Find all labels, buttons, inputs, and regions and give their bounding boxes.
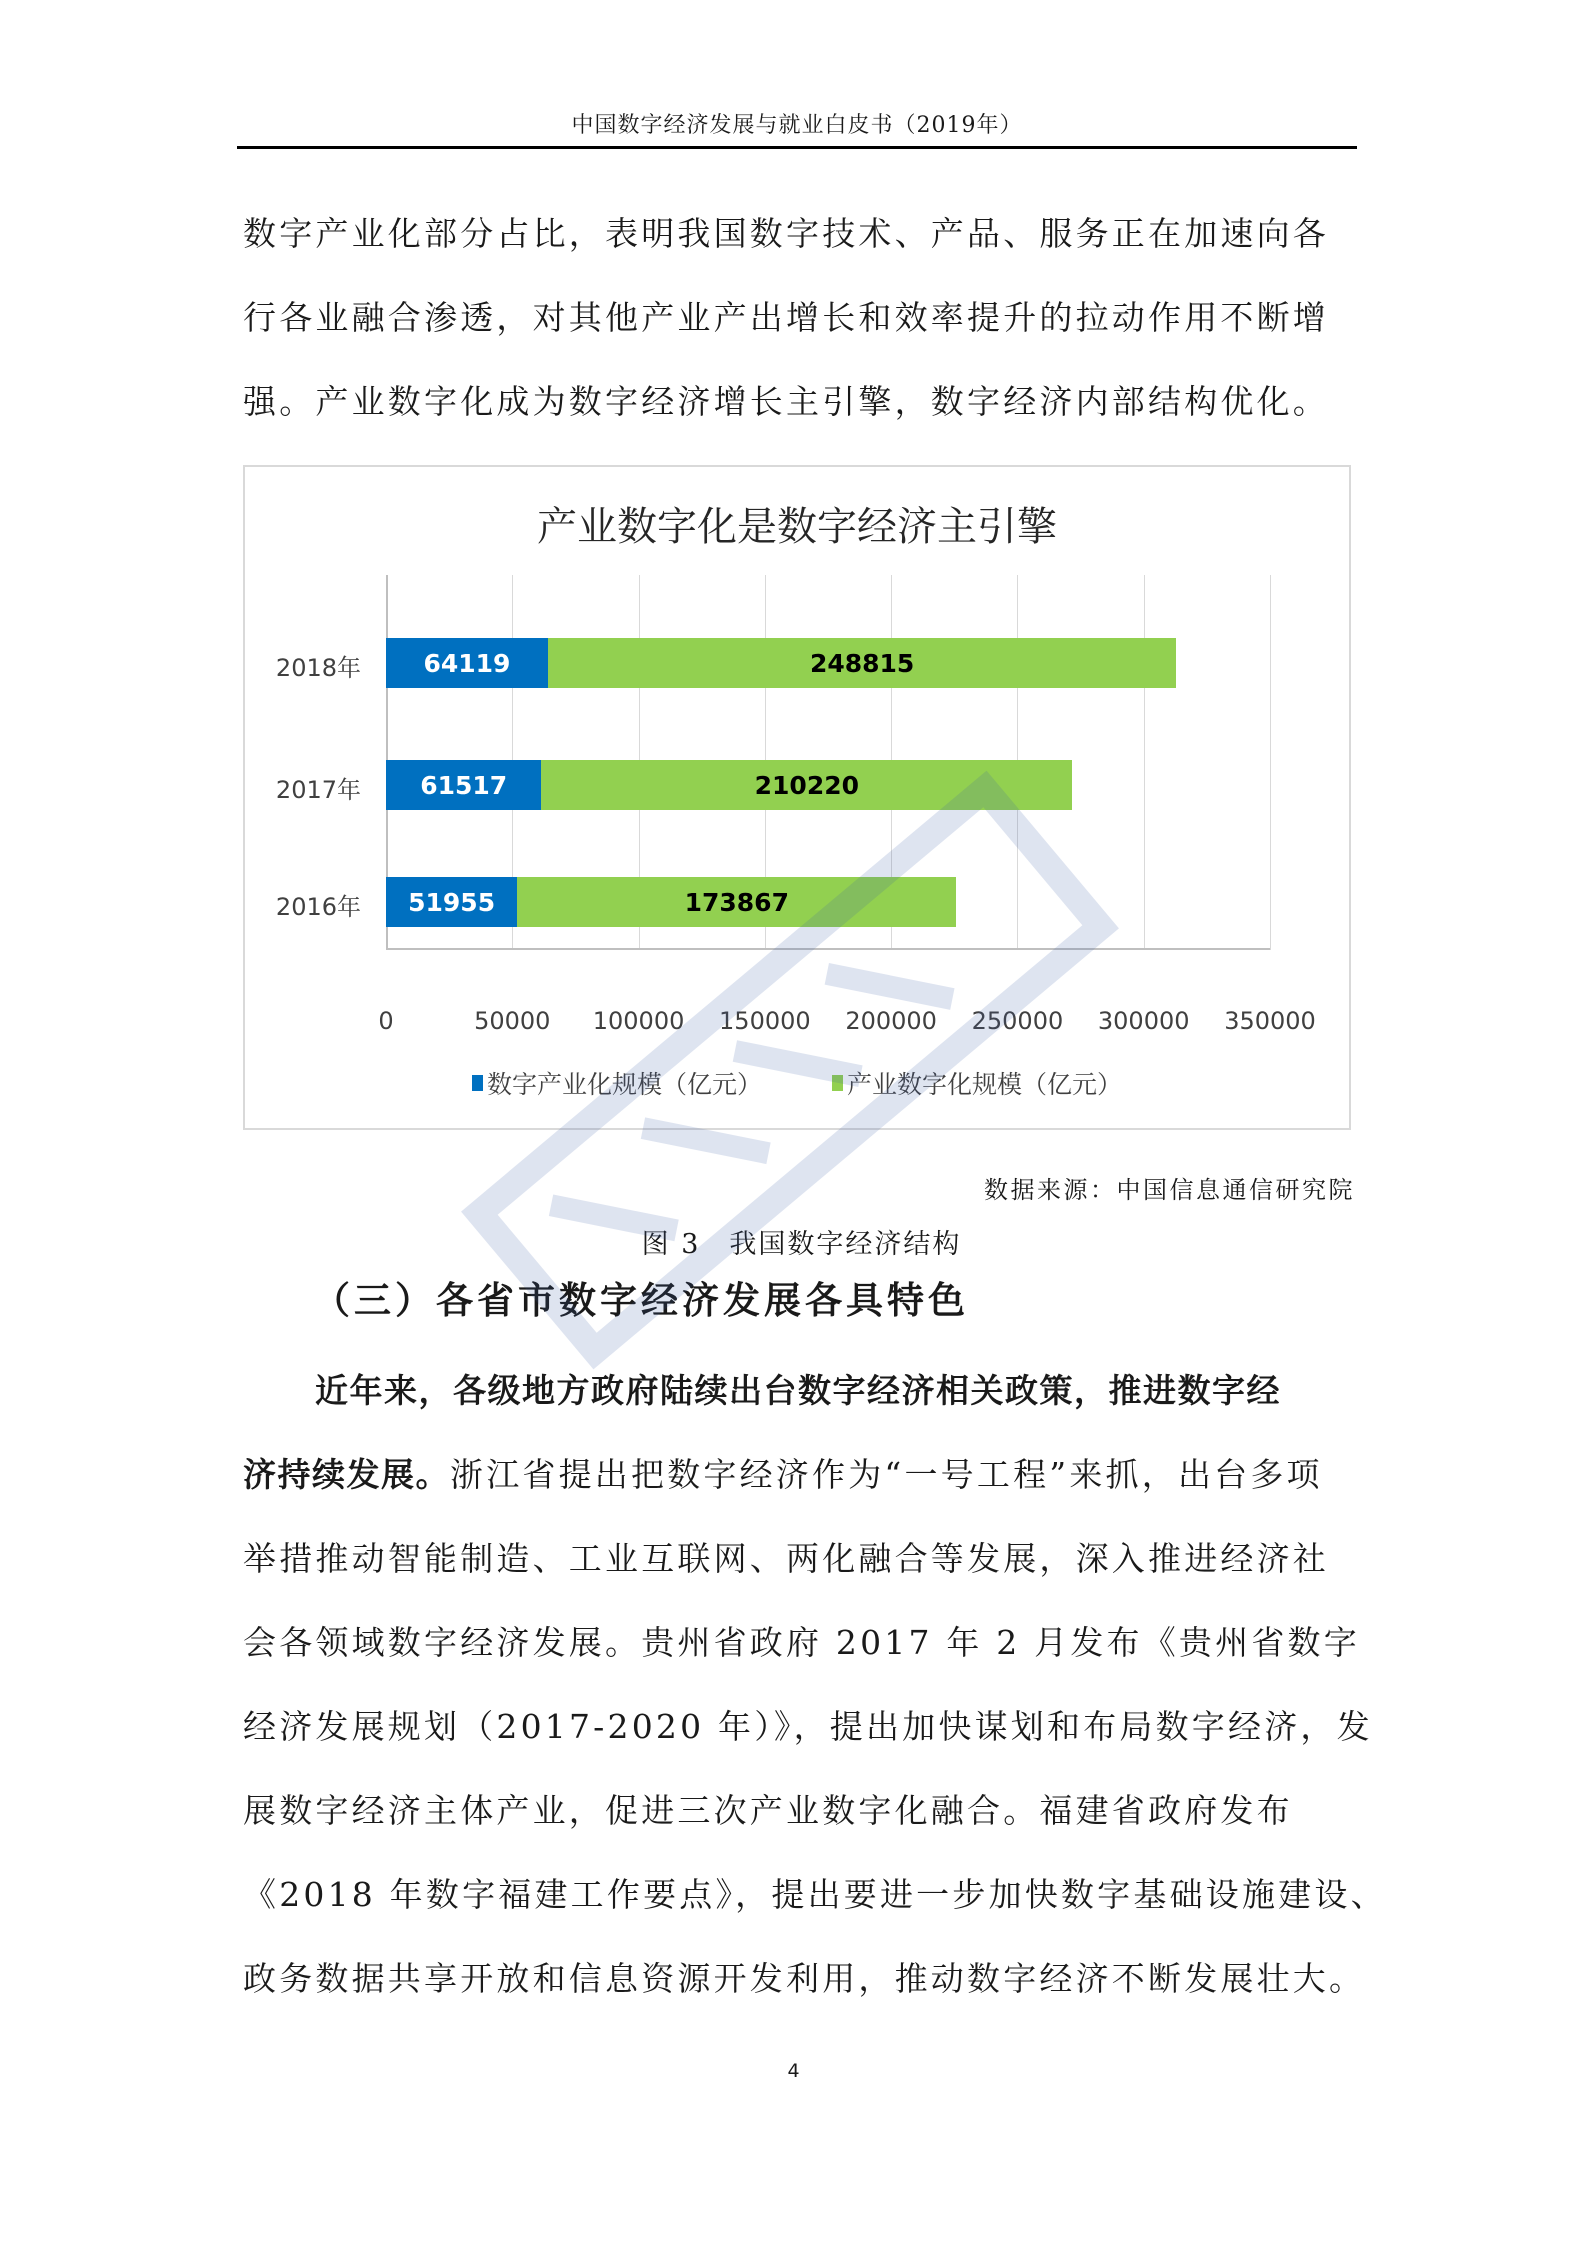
text-line xyxy=(243,1433,1360,1517)
text-line: 会各领域数字经济发展。贵州省政府 2017 年 2 月发布《贵州省数字 xyxy=(243,1623,1360,1662)
x-tick-label: 100000 xyxy=(592,1007,685,1035)
legend-swatch-icon xyxy=(472,1075,483,1091)
legend-label: 产业数字化规模（亿元） xyxy=(847,1070,1123,1099)
text-line: 举措推动智能制造、工业互联网、两化融合等发展，深入推进经济社 xyxy=(243,1539,1329,1578)
data-source: 数据来源：中国信息通信研究院 xyxy=(984,1176,1355,1204)
text-line: 政务数据共享开放和信息资源开发利用，推动数字经济不断发展壮大。 xyxy=(243,1959,1366,1998)
gridline xyxy=(1270,575,1271,950)
x-tick-label: 0 xyxy=(378,1007,394,1035)
bar-row xyxy=(386,638,1176,688)
legend-swatch-icon xyxy=(832,1075,843,1091)
x-tick-label: 350000 xyxy=(1224,1007,1316,1035)
legend-item xyxy=(832,1065,1122,1101)
chart-title: 产业数字化是数字经济主引擎 xyxy=(537,504,1057,550)
bar-row xyxy=(386,877,956,927)
x-tick-label: 200000 xyxy=(845,1007,937,1035)
text-run: 浙江省提出把数字经济作为“一号工程”来抓，出台多项 xyxy=(450,1455,1323,1494)
page-number: 4 xyxy=(787,2060,800,2082)
figure-caption: 图 3 我国数字经济结构 xyxy=(641,1229,962,1260)
x-tick-label: 300000 xyxy=(1097,1007,1190,1035)
text-line: 行各业融合渗透，对其他产业产出增长和效率提升的拉动作用不断增 xyxy=(243,298,1329,337)
legend-item xyxy=(472,1065,762,1101)
intro-paragraph xyxy=(243,192,1360,444)
plot-area xyxy=(386,575,1270,950)
bold-phrase: 济持续发展。 xyxy=(243,1455,450,1494)
bar-segment-industrial-digitization: 210220 xyxy=(541,760,1072,810)
bar-segment-industrial-digitization: 248815 xyxy=(548,638,1176,688)
text-line: 《2018 年数字福建工作要点》，提出要进一步加快数字基础设施建设、 xyxy=(243,1875,1387,1914)
x-axis-line xyxy=(386,948,1270,950)
category-label: 2017年 xyxy=(275,776,361,804)
x-tick-label: 250000 xyxy=(971,1007,1064,1035)
x-tick-label: 150000 xyxy=(719,1007,811,1035)
text-line-bold: 近年来，各级地方政府陆续出台数字经济相关政策，推进数字经 xyxy=(315,1371,1281,1410)
body-paragraph xyxy=(243,1349,1387,2021)
bar-chart xyxy=(243,465,1351,1130)
text-line: 数字产业化部分占比，表明我国数字技术、产品、服务正在加速向各 xyxy=(243,214,1329,253)
category-label: 2016年 xyxy=(275,893,361,921)
legend-label: 数字产业化规模（亿元） xyxy=(486,1070,762,1099)
section-heading: （三）各省市数字经济发展各具特色 xyxy=(313,1278,969,1322)
running-header: 中国数字经济发展与就业白皮书（2019年） xyxy=(571,113,1023,138)
bar-segment-digital-industrialization: 64119 xyxy=(386,638,548,688)
text-line: 强。产业数字化成为数字经济增长主引擎，数字经济内部结构优化。 xyxy=(243,382,1329,421)
text-line: 经济发展规划（2017-2020 年）》，提出加快谋划和布局数字经济，发 xyxy=(243,1707,1373,1746)
bar-segment-industrial-digitization: 173867 xyxy=(517,877,956,927)
category-label: 2018年 xyxy=(275,654,361,682)
header-divider xyxy=(237,146,1357,149)
text-line: 展数字经济主体产业，促进三次产业数字化融合。福建省政府发布 xyxy=(243,1791,1293,1830)
bar-row xyxy=(386,760,1072,810)
gridline xyxy=(1144,575,1145,950)
bar-segment-digital-industrialization: 51955 xyxy=(386,877,517,927)
chart-legend xyxy=(245,1065,1349,1101)
x-tick-label: 50000 xyxy=(474,1007,551,1035)
bar-segment-digital-industrialization: 61517 xyxy=(386,760,541,810)
